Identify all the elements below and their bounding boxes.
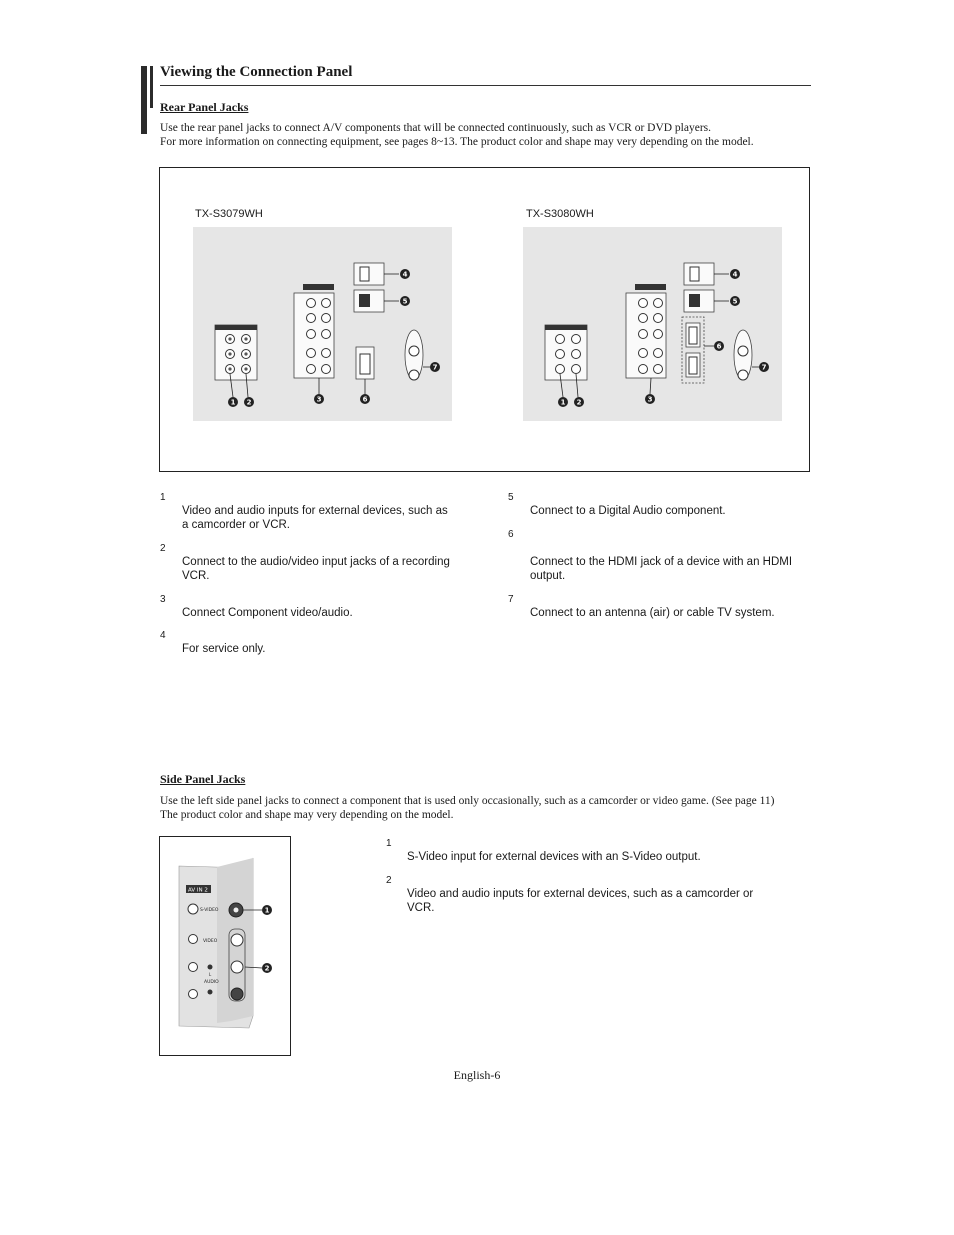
callout-right-4: 4 (732, 270, 738, 279)
rear-item-1-line2: a camcorder or VCR. (182, 519, 291, 531)
model-label-right: TX-S3080WH (526, 208, 594, 220)
rear-item-1-line1: Video and audio inputs for external devices, such as (182, 505, 448, 517)
side-panel-illustration (161, 838, 289, 1054)
callout-left-1: 1 (230, 398, 236, 407)
title-divider (160, 85, 811, 86)
rear-item-3-num: 3 (160, 594, 166, 605)
rear-intro-line1: Use the rear panel jacks to connect A/V components that will be connected continuously, such as VCR or DVD players. (160, 122, 712, 134)
side-intro-line1: Use the left side panel jacks to connect a component that is used only occasionally, such as a camcorder or video game. (See page 11) (160, 795, 775, 807)
callout-left-5: 5 (402, 297, 408, 306)
callout-right-5: 5 (732, 297, 738, 306)
rear-item-1-num: 1 (160, 492, 166, 503)
side-item-1-line1: S-Video input for external devices with an S-Video output. (407, 851, 701, 863)
callout-left-6: 6 (362, 395, 368, 404)
rear-item-6-num: 6 (508, 529, 514, 540)
callout-left-7: 7 (432, 363, 438, 372)
l-label: L (209, 972, 212, 977)
callout-right-6: 6 (716, 342, 722, 351)
callout-right-3: 3 (647, 395, 653, 404)
side-callout-2: 2 (264, 964, 270, 973)
rear-item-2-line1: Connect to the audio/video input jacks of a recording (182, 556, 450, 568)
header-bar-decoration-thin (150, 66, 153, 108)
svideo-label: S-VIDEO (200, 908, 219, 913)
video-label: VIDEO (203, 939, 218, 944)
rear-item-2-line2: VCR. (182, 570, 210, 582)
rear-item-6-line2: output. (530, 570, 566, 582)
callout-right-1: 1 (560, 398, 566, 407)
side-item-2-line1: Video and audio inputs for external devices, such as a camcorder or (407, 888, 754, 900)
audio-label: AUDIO (204, 980, 219, 985)
rear-item-2-num: 2 (160, 543, 166, 554)
rear-item-5-num: 5 (508, 492, 514, 503)
rear-item-4-line1: For service only. (182, 643, 266, 655)
callout-right-7: 7 (761, 363, 767, 372)
rear-item-3-line1: Connect Component video/audio. (182, 607, 353, 619)
header-bar-decoration (141, 66, 147, 134)
callout-left-4: 4 (402, 270, 408, 279)
rear-item-4-num: 4 (160, 630, 166, 641)
page-title: Viewing the Connection Panel (160, 64, 353, 80)
callout-left-2: 2 (246, 398, 252, 407)
model-label-left: TX-S3079WH (195, 208, 263, 220)
rear-item-7-num: 7 (508, 594, 514, 605)
side-callout-1: 1 (264, 906, 270, 915)
side-item-1-num: 1 (386, 838, 392, 849)
page-number: English-6 (453, 1068, 501, 1082)
rear-panel-illustration-right (523, 227, 782, 421)
rear-item-6-line1: Connect to the HDMI jack of a device with an HDMI (530, 556, 793, 568)
rear-panel-illustration-left (193, 227, 452, 421)
callout-right-2: 2 (576, 398, 582, 407)
rear-item-5-line1: Connect to a Digital Audio component. (530, 505, 726, 517)
side-panel-label: AV IN 2 (188, 887, 208, 894)
rear-panel-heading: Rear Panel Jacks (160, 100, 249, 114)
side-intro-line2: The product color and shape may very depending on the model. (160, 809, 454, 821)
side-panel-heading: Side Panel Jacks (160, 772, 246, 786)
side-item-2-line2: VCR. (407, 902, 435, 914)
callout-left-3: 3 (316, 395, 322, 404)
rear-intro-line2: For more information on connecting equipment, see pages 8~13. The product color and shape may very depending on the model. (160, 136, 754, 148)
side-item-2-num: 2 (386, 875, 392, 886)
rear-item-7-line1: Connect to an antenna (air) or cable TV system. (530, 607, 775, 619)
